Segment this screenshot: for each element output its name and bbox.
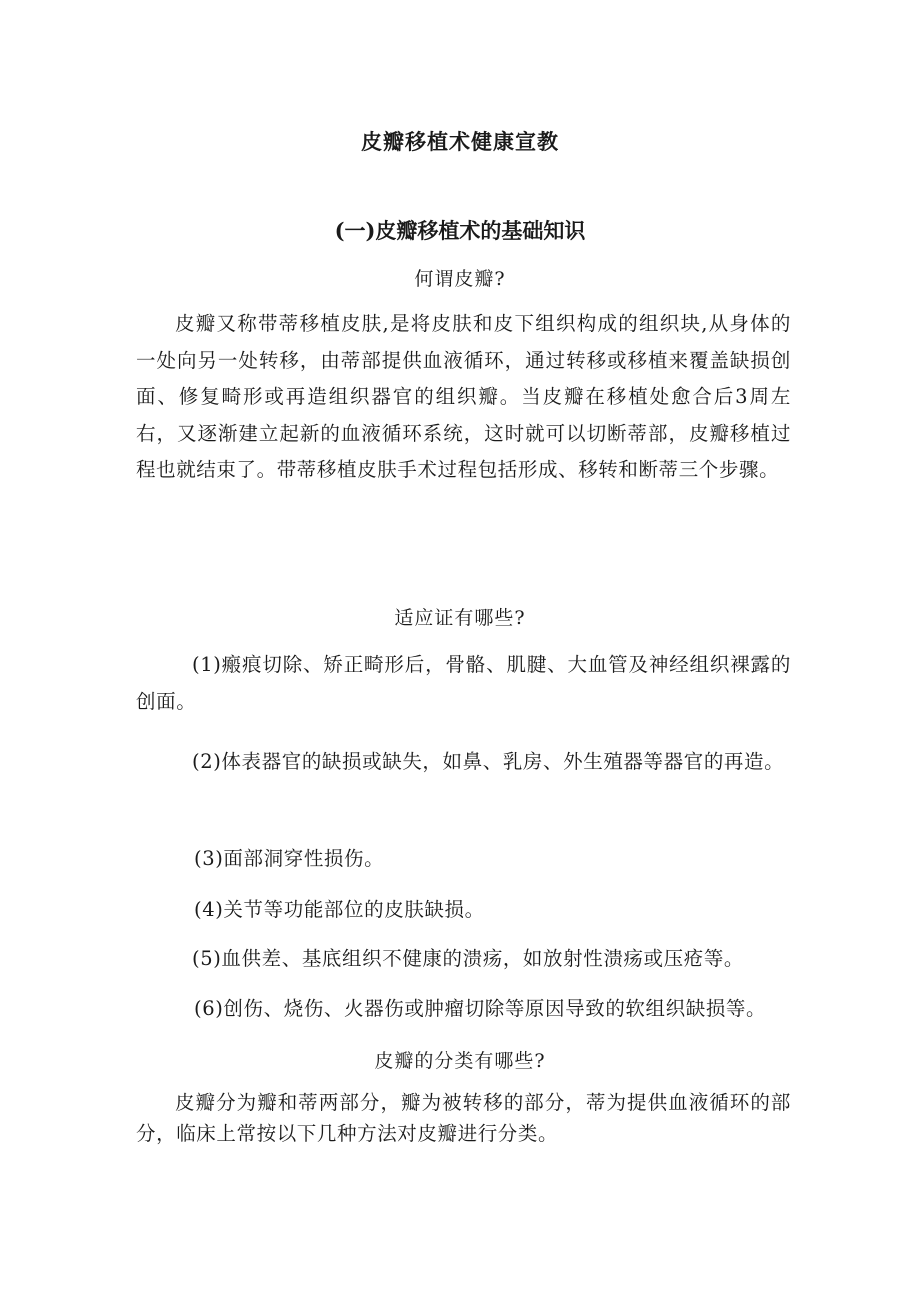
list-item: (5)血供差、基底组织不健康的溃疡，如放射性溃疡或压疮等。 (192, 947, 745, 970)
list-item: (3)面部洞穿性损伤。 (194, 847, 385, 870)
list-item: (6)创伤、烧伤、火器伤或肿瘤切除等原因导致的软组织缺损等。 (194, 997, 767, 1020)
section-heading: (一)皮瓣移植术的基础知识 (334, 218, 586, 243)
paragraph-flap-definition: 皮瓣又称带蒂移植皮肤,是将皮肤和皮下组织构成的组织块,从身体的一处向另一处转移，由蒂部提供血液循环，通过转移或移植来覆盖缺损创面、修复畸形或再造组织器官的组织瓣。当皮瓣在移植处愈合后3周左右，又逐渐建立起新的血液循环系统，这时就可以切断蒂部，皮瓣移植过程也就结束了。带蒂移植皮肤手术过程包括形成、移转和断蒂三个步骤。 (136, 312, 791, 481)
question-heading-classification: 皮瓣的分类有哪些? (374, 1050, 546, 1072)
list-item: (2)体表器官的缺损或缺失，如鼻、乳房、外生殖器等器官的再造。 (192, 750, 785, 773)
paragraph-classification: 皮瓣分为瓣和蒂两部分，瓣为被转移的部分，蒂为提供血液循环的部分，临床上常按以下几种方法对皮瓣进行分类。 (136, 1091, 791, 1145)
list-item: (4)关节等功能部位的皮肤缺损。 (194, 898, 485, 921)
question-heading-indications: 适应证有哪些? (394, 607, 526, 629)
document-title: 皮瓣移植术健康宣教 (361, 129, 559, 154)
question-heading-what-is-flap: 何谓皮瓣? (414, 268, 506, 290)
list-item: (1)瘢痕切除、矫正畸形后，骨骼、肌腱、大血管及神经组织裸露的创面。 (136, 653, 791, 713)
